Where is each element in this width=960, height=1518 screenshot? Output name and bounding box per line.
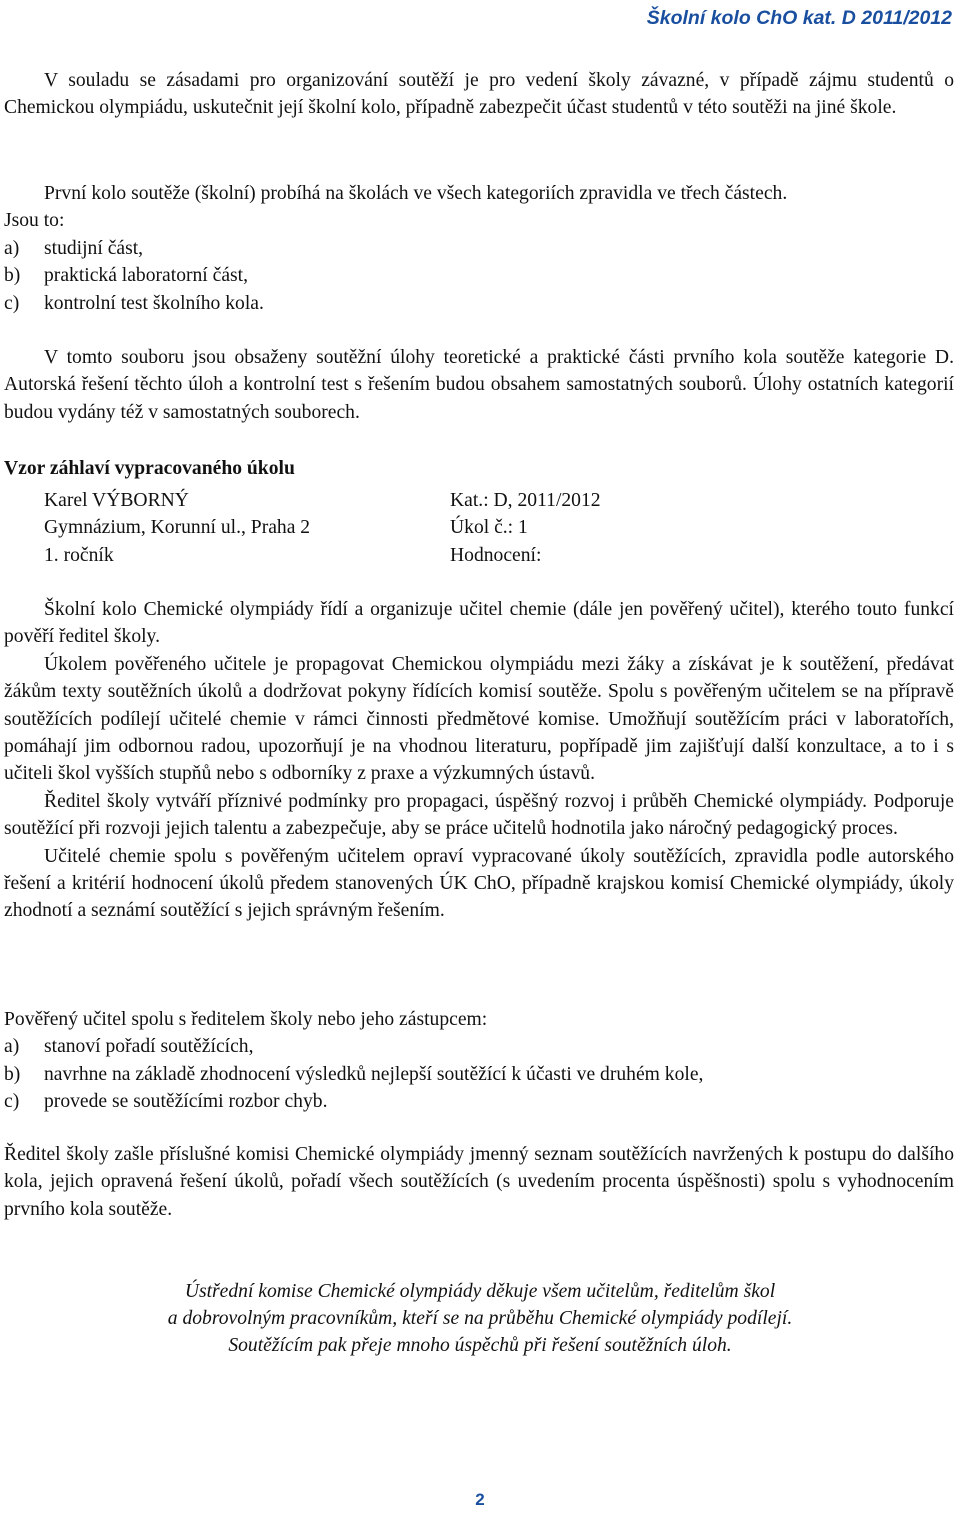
table-row [44, 542, 601, 569]
file-info-paragraph: V tomto souboru jsou obsaženy soutěžní úlohy teoretické a praktické části prvního kola soutěže kategorie D. Autorská řešení těchto úloh a kontrolní test s řešením budou obsahem samostatných souborů. Úlohy ostatních kategorií budou vydány též v samostatných souborech. [4, 347, 954, 423]
task-number: Úkol č.: 1 [450, 517, 528, 539]
closing-note [0, 1278, 960, 1359]
template-header-table [44, 487, 601, 569]
intro-paragraph: V souladu se zásadami pro organizování soutěží je pro vedení školy závazné, v případě zájmu studentů o Chemickou olympiádu, uskutečnit její školní kolo, případně zabezpečit účast studentů v této soutěži na jiné škole. [4, 70, 954, 119]
template-heading: Vzor záhlaví vypracovaného úkolu [4, 458, 295, 479]
list-item: b) navrhne na základě zhodnocení výsledků nejlepší soutěžící k účasti ve druhém kole, [4, 1063, 704, 1085]
student-name: Karel VÝBORNÝ [44, 490, 189, 511]
list-item: a) studijní část, [4, 237, 144, 259]
closing-line-3: Soutěžícím pak přeje mnoho úspěchů při řešení soutěžních úloh. [228, 1335, 732, 1356]
school-name: Gymnázium, Korunní ul., Praha 2 [44, 517, 311, 539]
list-item: c) provede se soutěžícími rozbor chyb. [4, 1091, 328, 1113]
first-round-lead: První kolo soutěže (školní) probíhá na školách ve všech kategoriích zpravidla ve třech částech. [44, 183, 788, 204]
page-number: 2 [475, 1490, 485, 1509]
list-item: b) praktická laboratorní část, [4, 265, 249, 287]
director-paragraph: Ředitel školy zašle příslušné komisi Chemické olympiády jmenný seznam soutěžících navržených k postupu do dalšího kola, jejich opravená řešení úkolů, pořadí všech soutěžících (s uvedením procenta úspěšnosti) spolu s vyhodnocením prvního kola soutěže. [4, 1144, 954, 1220]
closing-line-2: a dobrovolným pracovníkům, kteří se na průběhu Chemické olympiády podílejí. [167, 1308, 793, 1329]
body-paragraphs [4, 596, 954, 925]
grade-year: 1. ročník [44, 544, 114, 566]
first-round-section [4, 180, 954, 317]
paragraph-director: Ředitel školy vytváří příznivé podmínky pro propagaci, úspěšný rozvoj i průběh Chemické olympiády. Podporuje soutěžící při rozvoji jejich talentu a zabezpečuje, aby se práce učitelů hodnotila jako náročný pedagogický proces. [4, 790, 954, 840]
table-row [44, 487, 601, 514]
closing-line-1: Ústřední komise Chemické olympiády děkuje všem učitelům, ředitelům škol [184, 1281, 776, 1302]
paragraph-organizer: Školní kolo Chemické olympiády řídí a organizuje učitel chemie (dále jen pověřený učitel), kterého touto funkcí pověří ředitel školy. [4, 599, 954, 648]
duties-section [4, 1006, 954, 1116]
first-round-lead2: Jsou to: [4, 210, 65, 232]
paragraph-teacher: Úkolem pověřeného učitele je propagovat Chemickou olympiádu mezi žáky a získávat je k soutěžení, předávat žákům texty soutěžních úkolů a dodržovat pokyny řídících komisí soutěže. Spolu s pověřeným učitelem se na přípravě soutěžících podílejí učitelé chemie v rámci činnosti předmětové komise. Umožňují soutěžícím práci v laboratořích, pomáhají jim odbornou radou, upozorňují je na vhodnou literaturu, popřípadě jim zajišťují další konzultace, a to i s učiteli škol vyšších stupňů nebo s odborníky z praxe a výzkumných ústavů. [4, 653, 954, 785]
running-header: Školní kolo ChO kat. D 2011/2012 [646, 7, 952, 29]
category-value: Kat.: D, 2011/2012 [450, 490, 601, 511]
list-item: a) stanoví pořadí soutěžících, [4, 1036, 254, 1058]
duties-lead: Pověřený učitel spolu s ředitelem školy nebo jeho zástupcem: [4, 1009, 488, 1030]
paragraph-grading: Učitelé chemie spolu s pověřeným učitelem opraví vypracované úkoly soutěžících, zpravidla podle autorského řešení a kritérií hodnocení úkolů předem stanovených ÚK ChO, případně krajskou komisí Chemické olympiády, úkoly zhodnotí a seznámí soutěžící s jejich správným řešením. [4, 845, 954, 922]
table-row [44, 514, 601, 541]
evaluation-label: Hodnocení: [450, 544, 542, 566]
list-item: c) kontrolní test školního kola. [4, 292, 264, 314]
